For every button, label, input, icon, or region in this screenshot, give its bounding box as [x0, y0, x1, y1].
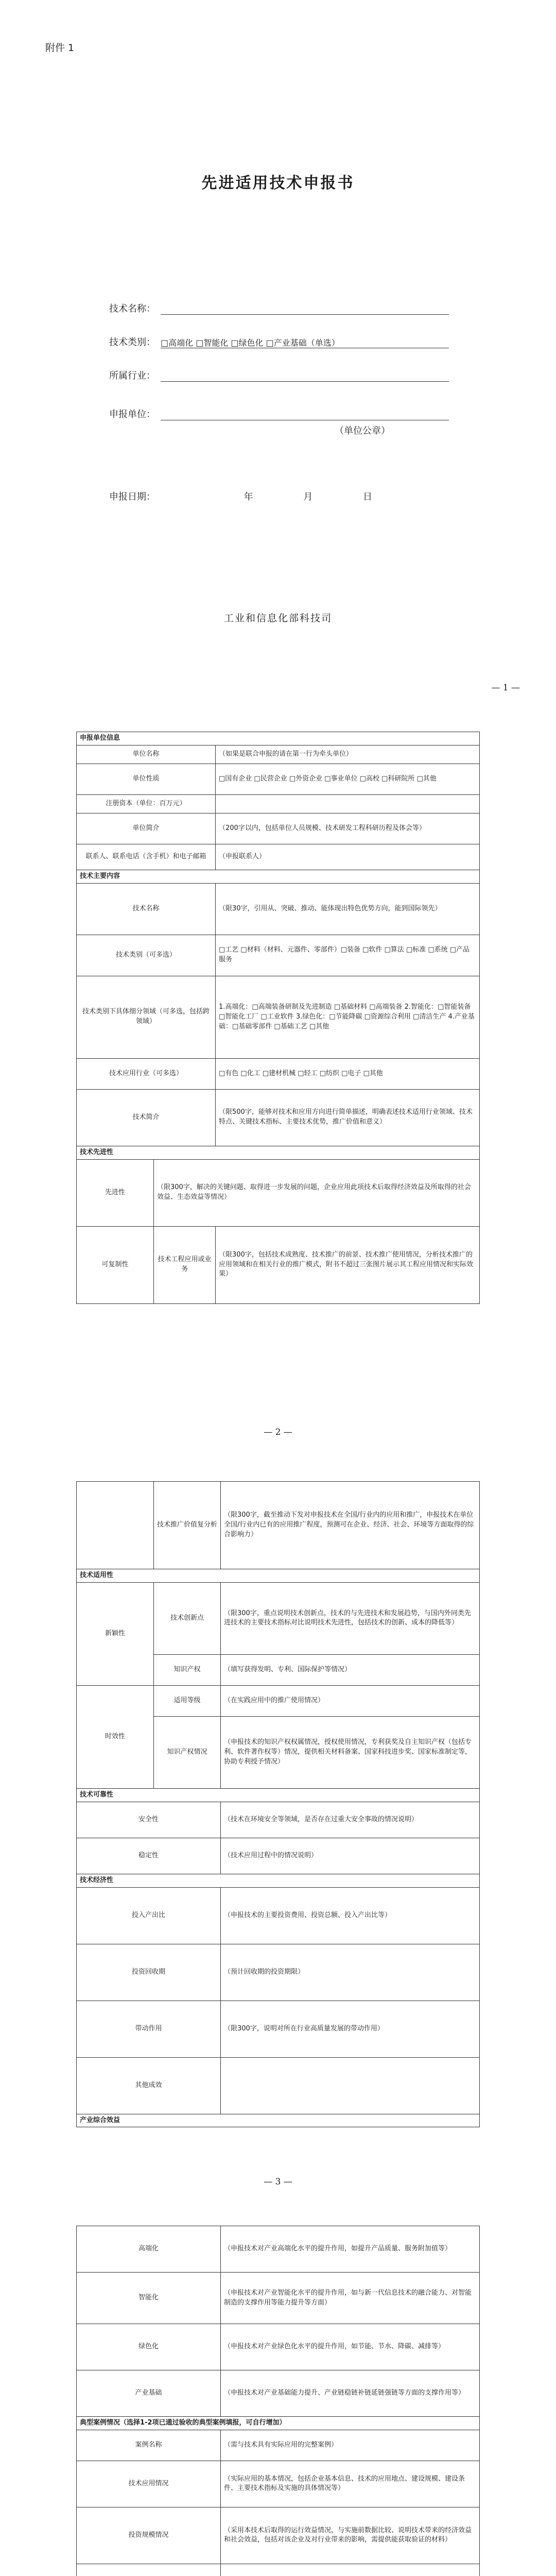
industry-label: 所属行业： [109, 370, 155, 381]
green-label: 绿色化 [77, 2324, 221, 2370]
replicable-label: 可复制性 [77, 1226, 154, 1303]
page-1 [0, 0, 556, 711]
contact-hint: （申报联系人） [216, 844, 480, 870]
base-hint: （申报技术对产业基础能力提升、产业链稳链补链延链强链等方面的支撑作用等） [221, 2370, 480, 2417]
promo-label: 技术推广价值复分析 [154, 1482, 221, 1569]
tech-name-label: 技术名称： [109, 303, 155, 314]
form-table-3 [76, 1481, 480, 2127]
high-hint: （申报技术对产业高端化水平的提升作用，如提升产品质量、服务附加值等） [221, 2226, 480, 2273]
base-label: 产业基础 [77, 2370, 221, 2417]
tech-category-label: 技术类别（可多选） [77, 935, 216, 976]
page-number-1: — 1 — [491, 683, 520, 693]
applicant-hint-text: （单位公章） [335, 426, 390, 436]
applicant-field [109, 407, 449, 420]
tech-category-options: □工艺 □材料（材料、元器件、零部件）□装备 □软件 □算法 □标准 □系统 □产品服务 [216, 935, 480, 976]
section-applicability: 技术适用性 [77, 1569, 480, 1583]
industry-field-options: □有色 □化工 □建材机械 □轻工 □纺织 □电子 □其他 [216, 1058, 480, 1089]
tech-subtype-options: 1.高端化：□高端装备研制及先进制造 □基础材料 □高端装备 2.智能化：□智能装备 □智能化工厂 □工业软件 3.绿色化：□节能降碳 □资源综合利用 □清洁生产 4.产业基础：□基础零部件 □基础工艺 □其他 [216, 976, 480, 1058]
advanced-hint: （限300字，解决的关键问题、取得进一步发展的问题，企业应用此项技术后取得经济效益及所取得的社会效益、生态效益等情况） [154, 1159, 480, 1226]
tech-type-field [109, 335, 449, 348]
benefit-hint: （限300字，说明对所在行业高质量发展的带动作用） [221, 2001, 480, 2057]
maturity-sub1: 适用等级 [154, 1685, 221, 1716]
maturity-hint1: （在实践应用中的推广使用情况） [221, 1685, 480, 1716]
form-table-2 [76, 732, 480, 1304]
case-app-label: 技术应用情况 [77, 2461, 221, 2507]
page-2 [0, 711, 556, 1461]
security-label: 安全性 [77, 1802, 221, 1838]
maturity-label: 时效性 [77, 1685, 154, 1788]
section-security: 技术可靠性 [77, 1788, 480, 1802]
reg-capital-label: 注册资本（单位：百万元） [77, 794, 216, 813]
industry-line [161, 370, 449, 382]
case-effect-label: 投资规模情况 [77, 2507, 221, 2564]
section-applicant: 申报单位信息 [77, 732, 480, 745]
tech-type-label: 技术类别： [109, 337, 155, 348]
tech-overview-label: 技术简介 [77, 1089, 216, 1146]
advanced-label: 先进性 [77, 1159, 154, 1226]
date-year: 年 [244, 492, 253, 502]
payback-label: 投资回收期 [77, 1944, 221, 2001]
industry-field-label: 技术应用行业（可多选） [77, 1058, 216, 1089]
tech-name-row-label: 技术名称 [77, 883, 216, 935]
high-label: 高端化 [77, 2226, 221, 2273]
section-industry: 产业综合效益 [77, 2114, 480, 2127]
maturity-sub2: 知识产权情况 [154, 1716, 221, 1788]
case-name-hint: （需与技术具有实际应用的完整案例） [221, 2430, 480, 2461]
case-invest-hint [221, 2564, 480, 2576]
contact-label: 联系人、联系电话（含手机）和电子邮箱 [77, 844, 216, 870]
date-month: 月 [303, 492, 313, 502]
innovation-hint2: （填写获得发明、专利、国际保护等情况） [221, 1654, 480, 1685]
page-number-3: — 3 — [264, 2177, 292, 2187]
unit-intro-label: 单位简介 [77, 813, 216, 844]
innovation-label: 新颖性 [77, 1582, 154, 1685]
page-4 [0, 2210, 556, 2576]
cost-label: 其他成效 [77, 2057, 221, 2114]
stability-hint: （技术应用过程中的情况说明） [221, 1838, 480, 1874]
unit-nature-options: □国有企业 □民营企业 □外资企业 □事业单位 □高校 □科研院所 □其他 [216, 764, 480, 794]
green-hint: （申报技术对产业绿色化水平的提升作用，如节能、节水、降碳、减排等） [221, 2324, 480, 2370]
section-case: 典型案例情况（选择1-2项已通过验收的典型案例填报，可自行增加） [77, 2417, 480, 2430]
case-effect-hint: （采用本技术后取得的运行效益情况，与实施前数据比较、说明技术带来的经济效益和社会效益，包括对该企业及对行业带来的影响，需提供能获取验证的材料） [221, 2507, 480, 2564]
maturity-hint2: （申报技术的知识产权权属情况，授权使用情况，专利获奖及自主知识产权（包括专利、软件著作权等）情况，提供相关材料备案、国家科技进步奖、国家标准制定等，协助专利授予情况） [221, 1716, 480, 1788]
smart-hint: （申报技术对产业智能化水平的提升作用，如与新一代信息技术的融合能力、对智能制造的支撑作用等能力提升等方面） [221, 2273, 480, 2324]
innovation-sub1: 技术创新点 [154, 1582, 221, 1654]
document-title: 先进适用技术申报书 [201, 174, 355, 192]
tech-name-row-hint: （限30字，引用从、突破、推动、能体现出特色优势方向，能到国际领先） [216, 883, 480, 935]
applicant-line [161, 409, 449, 420]
tech-overview-hint: （限500字，能够对技术和应用方向进行简单描述，明确表述技术适用行业领域、技术特点、关键技术指标、主要技术优势，推广价值和意义） [216, 1089, 480, 1146]
tech-name-field [109, 301, 449, 315]
replicable-sub: 技术工程应用或业务 [154, 1226, 216, 1303]
replicable-hint: （限300字，包括技术成熟度、技术推广的前景、技术推广使用情况，分析技术推广的应用领域和在相关行业的推广模式，附书不超过三张图片展示其工程应用情况和实际效果） [216, 1226, 480, 1303]
innovation-hint1: （限300字，重点说明技术创新点，技术的与先进技术和发展趋势，与国内外同类先进技术的主要技术指标对比说明技术先进性，包括技术的创新、成本的降低等） [221, 1582, 480, 1654]
case-app-hint: （实际应用的基本情况，包括企业基本信息、技术的应用地点、建设规模、建设条件、主要技术指标及实施的具体情况等） [221, 2461, 480, 2507]
invest-label: 投入产出比 [77, 1887, 221, 1944]
tech-type-options: □高端化 □智能化 □绿色化 □产业基础（单选） [161, 336, 449, 348]
form-table-4 [76, 2226, 480, 2576]
unit-name-label: 单位名称 [77, 745, 216, 764]
page-number-2: — 2 — [264, 1427, 292, 1437]
section-tech: 技术主要内容 [77, 870, 480, 883]
smart-label: 智能化 [77, 2273, 221, 2324]
tech-name-line [161, 303, 449, 315]
date-row [109, 489, 372, 503]
case-invest-label [77, 2564, 221, 2576]
stability-label: 稳定性 [77, 1838, 221, 1874]
benefit-label: 带动作用 [77, 2001, 221, 2057]
date-day: 日 [362, 492, 372, 502]
unit-intro-hint: （200字以内，包括单位人员规模、技术研发工程科研历程及体会等） [216, 813, 480, 844]
attachment-label: 附件 1 [45, 42, 75, 54]
innovation-sub2: 知识产权 [154, 1654, 221, 1685]
issuer: 工业和信息化部科技司 [223, 613, 332, 624]
section-econ: 技术经济性 [77, 1874, 480, 1887]
case-name-label: 案例名称 [77, 2430, 221, 2461]
invest-hint: （申报技术的主要投资费用、投资总额、投入产出比等） [221, 1887, 480, 1944]
industry-field [109, 368, 449, 382]
date-label: 申报日期： [109, 492, 155, 502]
tech-subtype-label: 技术类别下具体细分领域（可多选，包括跨领域） [77, 976, 216, 1058]
page-3 [0, 1461, 556, 2210]
applicant-label: 申报单位： [109, 409, 155, 420]
promo-hint: （限300字，截至推动下发对申报技术在全国/行业内的应用和推广，申报技术在单位全国/行业内已有的应用推广程度，预测可在企业、经济、社会、环境等方面取得的综合影响力） [221, 1482, 480, 1569]
unit-name-hint: （如果是联合申报的请在第一行为牵头单位） [216, 745, 480, 764]
applicant-hint [335, 423, 390, 437]
section-advanced: 技术先进性 [77, 1146, 480, 1159]
security-hint: （技术在环境安全等领域，是否存在过重大安全事故的情况说明） [221, 1802, 480, 1838]
unit-nature-label: 单位性质 [77, 764, 216, 794]
payback-hint: （预计回收期的投资期限） [221, 1944, 480, 2001]
